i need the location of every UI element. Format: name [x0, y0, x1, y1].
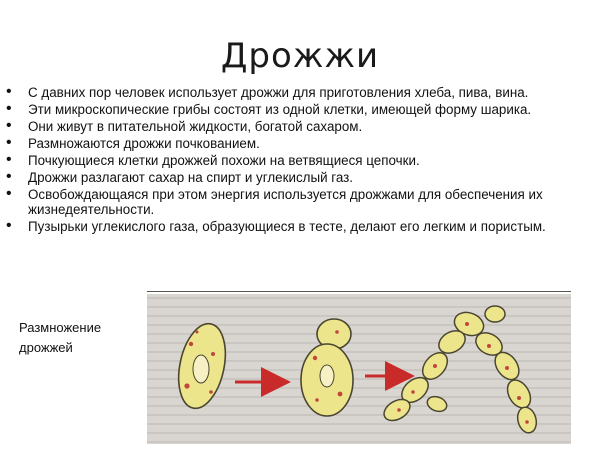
figure-caption	[19, 318, 129, 358]
bullet-list	[0, 85, 590, 236]
bullet-item: • Размножаются дрожжи почкованием.	[0, 136, 590, 151]
bullet-item: • Почкующиеся клетки дрожжей похожи на ветвящиеся цепочки.	[0, 153, 590, 168]
bullet-item: • Освобождающаяся при этом энергия используется дрожжами для обеспечения их жизнедеятельности.	[0, 187, 590, 217]
bullet-item: • Пузырьки углекислого газа, образующиеся в тесте, делают его легким и пористым.	[0, 219, 590, 234]
bullet-item: • Они живут в питательной жидкости, богатой сахаром.	[0, 119, 590, 134]
page-title: Дрожжи	[220, 36, 380, 76]
figure-caption-line2: дрожжей	[19, 340, 73, 355]
yeast-illustration	[147, 294, 571, 444]
figure-caption-line1: Размножение	[19, 320, 102, 335]
divider	[147, 291, 571, 292]
bullet-item: • Эти микроскопические грибы состоят из одной клетки, имеющей форму шарика.	[0, 102, 590, 117]
bullet-item: • Дрожжи разлагают сахар на спирт и углекислый газ.	[0, 170, 590, 185]
bullet-item: • С давних пор человек использует дрожжи для приготовления хлеба, пива, вина.	[0, 85, 590, 100]
